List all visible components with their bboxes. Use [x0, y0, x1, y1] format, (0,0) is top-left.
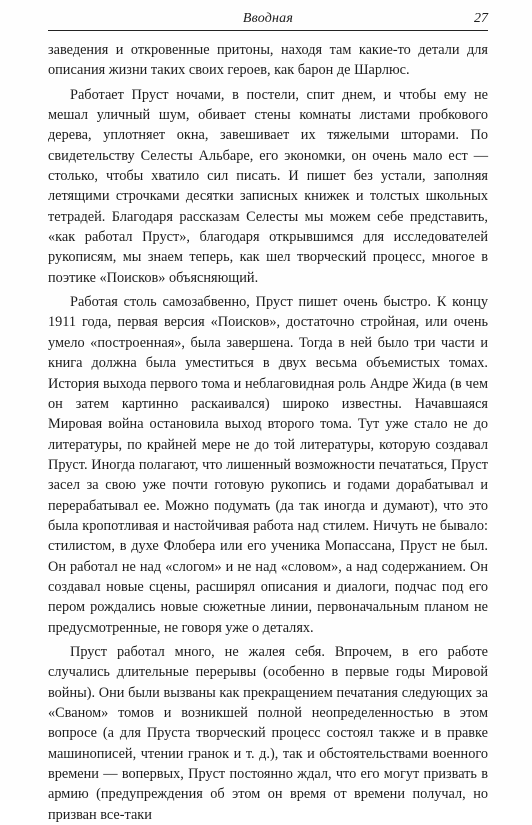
- paragraph-first-version: Работая столь самозабвенно, Пруст пишет очень быстро. К концу 1911 года, первая версия «Поисков», достаточно стройная, или очень умело «построенная», была завершена. Тогда в ней было три части и книга должна была уместиться в двух весьма объемистых томах. История выхода первого тома и неблаговидная роль Андре Жида (в чем он затем картинно раскаивался) широко известны. Начавшаяся Мировая война остановила выход второго тома. Тут уже стало не до литературы, по крайней мере не до той литературы, которую создавал Пруст. Иногда полагают, что лишенный возможности печататься, Пруст засел за свою уже почти готовую рукопись и годами дорабатывал и перерабатывал ее. Можно подумать (да так иногда и думают), что это была кропотливая и настойчивая работа над стилем. Ничуть не бывало: стилистом, в духе Флобера или его ученика Мопассана, Пруст не был. Он работал не над «слогом» и не над «словом», а над содержанием. Он создавал новые сцены, расширял описания и диалоги, подчас под его пером рождались новые сюжетные линии, первоначальным планом не предусмотренные, не говоря уже о деталях.: [48, 294, 488, 636]
- running-header: [48, 10, 488, 31]
- paragraph-breaks: Пруст работал много, не жалея себя. Впрочем, в его работе случались длительные перерывы (особенно в первые годы Мировой войны). Они были вызваны как прекращением печатания следующих за «Сваном» томов и возникшей полной неопределенностью в этом вопросе (а для Пруста творческий процесс состоял также и в правке машинописей, чтении гранок и т. д.), так и обстоятельствами военного времени — вопервых, Пруст постоянно ждал, что его могут призвать в армию (предупреждения об этом он время от времени получал, но призван все-таки: [48, 643, 488, 823]
- page-number: 27: [474, 11, 488, 26]
- paragraph-continuation: заведения и откровенные притоны, находя там какие-то детали для описания жизни таких своих героев, как барон де Шарлюс.: [48, 42, 488, 79]
- body-text: [48, 40, 488, 825]
- running-title: Вводная: [242, 11, 294, 26]
- paragraph-night-work: Работает Пруст ночами, в постели, спит днем, и чтобы ему не мешал уличный шум, обивает стены комнаты листами пробкового дерева, уплотняет окна, завешивает их тяжелыми шторами. По свидетельству Селесты Альбаре, его экономки, он очень мало ест — столько, чтобы хватило сил писать. И пишет без устали, заполняя летящими строчками десятки записных книжек и толстых школьных тетрадей. Благодаря рассказам Селесты мы можем себе представить, «как работал Пруст», благодаря открывшимся для исследователей рукописям, мы знаем теперь, как шел творческий процесс, многое в поэтике «Поисков» объясняющий.: [48, 86, 488, 286]
